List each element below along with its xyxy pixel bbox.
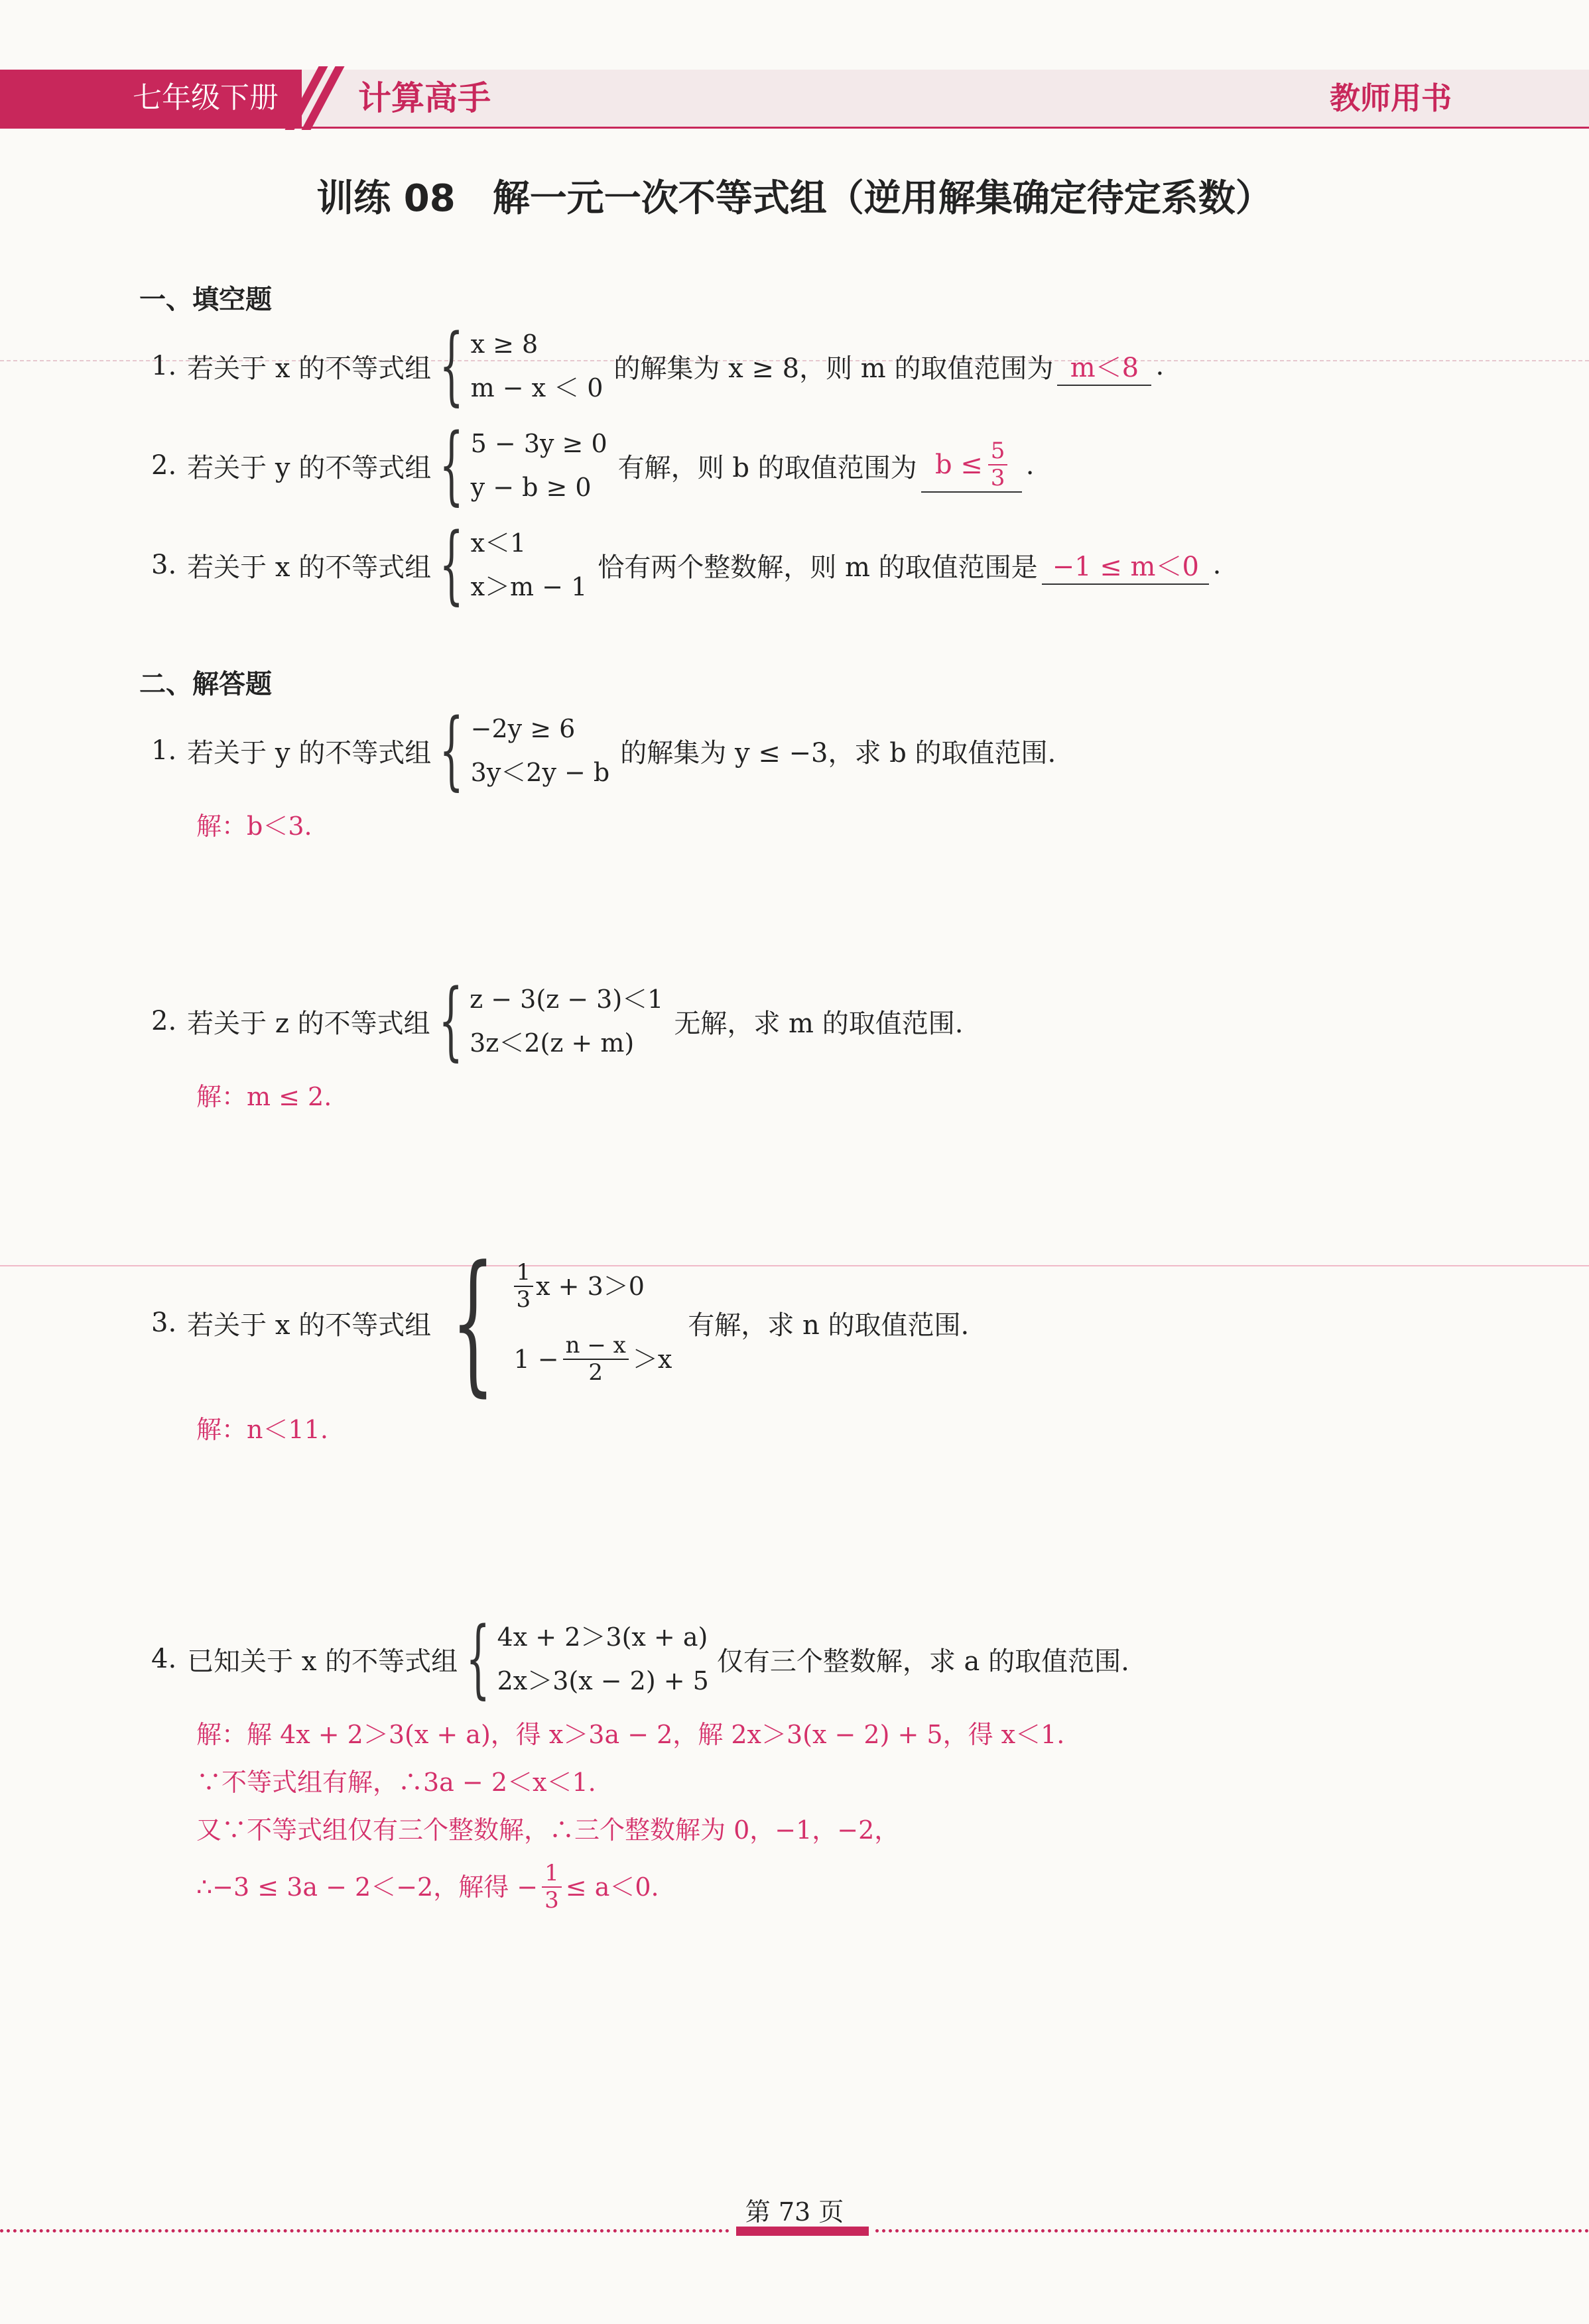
solve-question-3 bbox=[151, 1234, 970, 1411]
solve-question-4 bbox=[151, 1609, 1129, 1708]
question-number: 1. bbox=[151, 351, 177, 381]
inequality bbox=[514, 1250, 672, 1323]
solution-text: ∴−3 ≤ 3a − 2＜−2，解得 − bbox=[196, 1872, 539, 1902]
inequality-system bbox=[497, 1615, 709, 1703]
question-text: 若关于 x 的不等式组 bbox=[187, 552, 432, 583]
question-text: 的解集为 x ≥ 8，则 m 的取值范围为 bbox=[613, 353, 1054, 384]
question-number: 1. bbox=[151, 735, 177, 766]
inequality-system bbox=[471, 422, 607, 509]
footer-dots bbox=[875, 2229, 1589, 2232]
fill-question-1 bbox=[151, 316, 1165, 415]
brace-icon: { bbox=[439, 316, 464, 415]
inequality-system bbox=[470, 977, 663, 1065]
solution-block bbox=[196, 1711, 1064, 1914]
page-number: 第 73 页 bbox=[745, 2197, 844, 2227]
brace-icon: { bbox=[439, 701, 464, 800]
question-text: 恰有两个整数解，则 m 的取值范围是 bbox=[598, 552, 1038, 583]
inequality-system bbox=[471, 521, 588, 609]
brace-icon: { bbox=[439, 515, 464, 614]
fraction bbox=[514, 1260, 534, 1313]
footer-dots bbox=[0, 2229, 730, 2232]
question-text: 若关于 y 的不等式组 bbox=[187, 737, 432, 768]
numerator: 1 bbox=[514, 1260, 534, 1287]
inequality: m − x ＜ 0 bbox=[470, 373, 604, 402]
brace-icon: { bbox=[439, 416, 464, 515]
fill-question-3 bbox=[151, 515, 1222, 614]
solution: 解：b＜3. bbox=[196, 812, 312, 841]
solution-line: ∵不等式组有解，∴3a − 2＜x＜1. bbox=[196, 1768, 596, 1797]
fraction bbox=[542, 1861, 562, 1914]
answer-blank: m＜8 bbox=[1057, 347, 1151, 386]
inequality-rest: x + 3＞0 bbox=[536, 1272, 645, 1301]
solution-line: 又∵不等式组仅有三个整数解，∴三个整数解为 0，−1，−2， bbox=[196, 1815, 900, 1845]
inequality-pre: 1 − bbox=[513, 1345, 559, 1374]
question-text: 若关于 x 的不等式组 bbox=[187, 353, 432, 384]
solve-question-1 bbox=[151, 701, 1056, 800]
solution: 解：n＜11. bbox=[196, 1415, 328, 1444]
edition-label: 教师用书 bbox=[1330, 80, 1452, 116]
denominator: 3 bbox=[544, 1887, 559, 1914]
fill-question-2 bbox=[151, 416, 1035, 515]
book-title: 计算高手 bbox=[358, 79, 491, 117]
section-fill-in: 一、填空题 bbox=[139, 284, 272, 315]
question-number: 4. bbox=[151, 1644, 177, 1674]
numerator: 1 bbox=[542, 1861, 562, 1888]
brace-icon: { bbox=[466, 1609, 491, 1708]
denominator: 2 bbox=[588, 1359, 604, 1386]
answer-fraction bbox=[988, 438, 1008, 491]
inequality: 4x + 2＞3(x + a) bbox=[497, 1622, 708, 1652]
solution-line bbox=[196, 1861, 1064, 1914]
denominator: 3 bbox=[516, 1286, 531, 1313]
answer-blank: −1 ≤ m＜0 bbox=[1042, 546, 1209, 585]
fraction bbox=[563, 1333, 629, 1386]
inequality-system bbox=[471, 322, 604, 410]
header-rule bbox=[0, 127, 1589, 129]
solve-question-2 bbox=[151, 971, 964, 1070]
question-number: 3. bbox=[151, 1308, 177, 1338]
inequality-system bbox=[514, 1250, 672, 1396]
answer-text: b ≤ bbox=[934, 450, 983, 480]
question-text: 有解，则 b 的取值范围为 bbox=[617, 452, 917, 483]
question-number: 2. bbox=[151, 1006, 177, 1036]
section-solve: 二、解答题 bbox=[139, 669, 272, 700]
numerator: 5 bbox=[988, 438, 1008, 465]
question-text: 有解，求 n 的取值范围. bbox=[688, 1310, 970, 1341]
solution-line: 解：解 4x + 2＞3(x + a)，得 x＞3a − 2，解 2x＞3(x − 2) + 5，得 x＜1. bbox=[196, 1720, 1065, 1749]
inequality: 5 − 3y ≥ 0 bbox=[470, 429, 607, 458]
inequality: 3z＜2(z + m) bbox=[470, 1028, 635, 1058]
brace-icon: { bbox=[438, 971, 463, 1070]
inequality: −2y ≥ 6 bbox=[470, 714, 576, 743]
inequality: 3y＜2y − b bbox=[470, 758, 610, 787]
question-text: 若关于 y 的不等式组 bbox=[187, 452, 432, 483]
page-title: 训练 08 解一元一次不等式组（逆用解集确定待定系数） bbox=[316, 177, 1273, 220]
inequality: 2x＞3(x − 2) + 5 bbox=[497, 1666, 709, 1695]
denominator: 3 bbox=[990, 465, 1005, 491]
solution: 解：m ≤ 2. bbox=[196, 1082, 332, 1111]
question-text: 若关于 x 的不等式组 bbox=[187, 1310, 432, 1341]
answer-blank bbox=[921, 438, 1022, 493]
solution-text: ≤ a＜0. bbox=[565, 1872, 659, 1902]
grade-label: 七年级下册 bbox=[0, 70, 302, 127]
footer-bar bbox=[736, 2227, 869, 2236]
period: . bbox=[1155, 351, 1165, 381]
inequality-rest: ＞x bbox=[632, 1345, 672, 1374]
inequality: z − 3(z − 3)＜1 bbox=[470, 985, 664, 1014]
question-number: 3. bbox=[151, 550, 177, 580]
period: . bbox=[1212, 550, 1222, 580]
period: . bbox=[1025, 450, 1035, 481]
numerator: n − x bbox=[563, 1333, 629, 1360]
inequality bbox=[514, 1323, 672, 1396]
question-text: 若关于 z 的不等式组 bbox=[187, 1008, 430, 1039]
question-text: 无解，求 m 的取值范围. bbox=[674, 1008, 964, 1039]
question-text: 仅有三个整数解，求 a 的取值范围. bbox=[716, 1646, 1129, 1677]
inequality: x＞m − 1 bbox=[470, 572, 588, 601]
brace-icon: { bbox=[451, 1234, 495, 1411]
inequality: y − b ≥ 0 bbox=[470, 473, 592, 502]
inequality: x＜1 bbox=[470, 528, 527, 558]
question-text: 已知关于 x 的不等式组 bbox=[187, 1646, 458, 1677]
inequality-system bbox=[471, 707, 610, 794]
question-number: 2. bbox=[151, 450, 177, 481]
question-text: 的解集为 y ≤ −3，求 b 的取值范围. bbox=[620, 737, 1056, 768]
inequality: x ≥ 8 bbox=[470, 330, 539, 359]
